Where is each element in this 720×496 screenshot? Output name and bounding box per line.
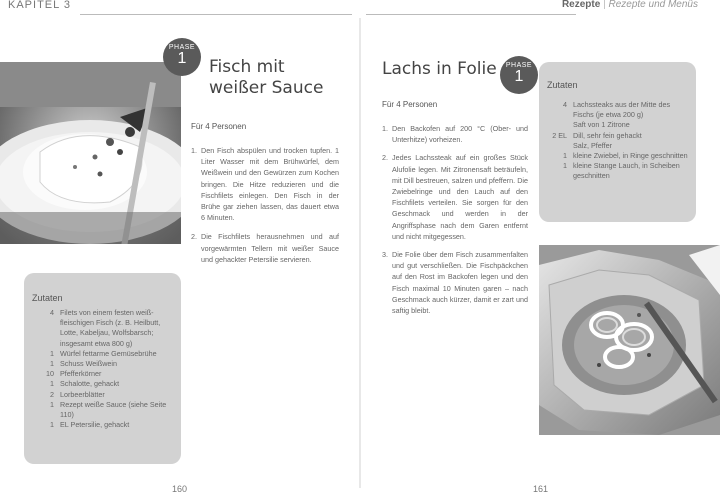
- page-gutter: [359, 18, 361, 488]
- ingredients-title: Zutaten: [32, 293, 63, 303]
- header-rule-right: [366, 14, 576, 15]
- ingredient-row: 1 kleine Zwiebel, in Ringe geschnitten: [563, 151, 688, 161]
- phase-label: PHASE: [505, 62, 533, 69]
- phase-badge-right: [500, 56, 538, 94]
- ingredient-row: 2 EL Dill, sehr fein gehackt: [552, 130, 642, 140]
- phase-label: PHASE: [168, 44, 196, 51]
- ingredient-row: 1 Rezept weiße Sauce (siehe Seite 110): [50, 399, 167, 420]
- step-text: Die Fischfilets herausnehmen und auf vorgewärmten Tellern mit weißer Sauce und gehackter Petersilie servieren.: [201, 232, 339, 264]
- step-text: Jedes Lachssteak auf ein großes Stück Alufolie legen. Mit Zitronensaft beträufeln, mit Dill bestreuen, salzen und pfeffern. Die Zwiebelringe und den Lauch auf den Fischfilets verteilen. Sie sorgen für den Geschmack und werden in der Angriffsphase nach dem Garen entfernt und nicht mitgegessen.: [392, 153, 528, 241]
- step-text: Die Folie über dem Fisch zusammenfalten und gut verschließen. Die Fischpäckchen auf den Rost im Backofen legen und den Fisch maximal 10 Minuten garen – nach Geschmack auch kürzer, damit er zart und saftig bleibt.: [392, 250, 528, 316]
- step-text: Den Fisch abspülen und trocken tupfen. 1 Liter Wasser mit dem Brühwürfel, dem Weißwein und den Gewürzen zum Kochen bringen. Die Hitze reduzieren und die Fischfilets einlegen. Den Fisch in der Brühe gar ziehen lassen, das dauert etwa 6 Minuten.: [201, 146, 339, 223]
- section-label: Rezepte: [561, 0, 601, 10]
- step-item: [382, 123, 528, 145]
- page-number-left: 160: [172, 484, 188, 494]
- steps-list-right: [382, 123, 528, 323]
- step-item: [191, 145, 339, 223]
- ingredient-row: 2 Lorbeerblätter: [50, 389, 105, 399]
- chapter-label: KAPITEL 3: [8, 0, 72, 11]
- fish-white-sauce-photo: [0, 62, 181, 244]
- phase-badge: [163, 38, 201, 76]
- ingredient-row: 1 Schalotte, gehackt: [50, 379, 120, 389]
- step-number: 1.: [382, 124, 388, 133]
- steps-list: [191, 145, 339, 272]
- page-number-right: 161: [533, 484, 549, 494]
- recipe-title-salmon: Lachs in Folie: [382, 59, 497, 79]
- step-number: 2.: [191, 232, 197, 242]
- ingredients-list: [32, 308, 172, 430]
- servings-label: Für 4 Personen: [191, 122, 247, 131]
- servings-label-right: Für 4 Personen: [382, 100, 438, 109]
- salmon-foil-photo: [539, 245, 720, 435]
- step-item: [382, 152, 528, 242]
- ingredient-row: Salz, Pfeffer: [573, 140, 613, 150]
- ingredient-row: 1 kleine Stange Lauch, in Scheiben geschnitten: [563, 161, 680, 181]
- step-number: 1.: [191, 146, 197, 155]
- ingredients-title: Zutaten: [547, 80, 578, 90]
- ingredient-row: 1 Schuss Weißwein: [50, 359, 117, 369]
- ingredient-row: Saft von 1 Zitrone: [573, 120, 630, 130]
- step-text: Den Backofen auf 200 °C (Ober- und Unterhitze) vorheizen.: [392, 124, 528, 145]
- recipe-title: [209, 57, 323, 99]
- step-number: 2.: [382, 153, 388, 163]
- ingredient-row: 1 EL Petersilie, gehackt: [50, 420, 130, 430]
- step-item: [191, 231, 339, 265]
- ingredients-box: [24, 273, 181, 464]
- ingredient-row: 4 Lachssteaks aus der Mitte des Fischs (je etwa 200 g): [563, 100, 671, 120]
- running-header: Rezepte | Rezepte und Menüs: [561, 0, 698, 10]
- ingredients-list-right: [545, 100, 689, 182]
- ingredient-row: 1 Würfel fettarme Gemüsebrühe: [50, 348, 157, 358]
- header-rule-left: [80, 14, 352, 15]
- ingredient-row: 4 Filets von einem festen weiß-fleischigen Fisch (z. B. Heilbutt, Lotte, Kabeljau, Wolfsbarsch; insgesamt etwa 800 g): [50, 308, 161, 348]
- recipe-title-line-1: Fisch mit: [209, 57, 285, 77]
- ingredient-row: 10 Pfefferkörner: [46, 369, 102, 379]
- step-item: [382, 249, 528, 316]
- recipe-title-line-2: weißer Sauce: [209, 78, 324, 98]
- subsection-label: Rezepte und Menüs: [608, 0, 698, 10]
- ingredients-box-right: [539, 62, 696, 222]
- step-number: 3.: [382, 250, 388, 260]
- phase-number: 1: [177, 50, 187, 67]
- phase-number: 1: [514, 68, 524, 85]
